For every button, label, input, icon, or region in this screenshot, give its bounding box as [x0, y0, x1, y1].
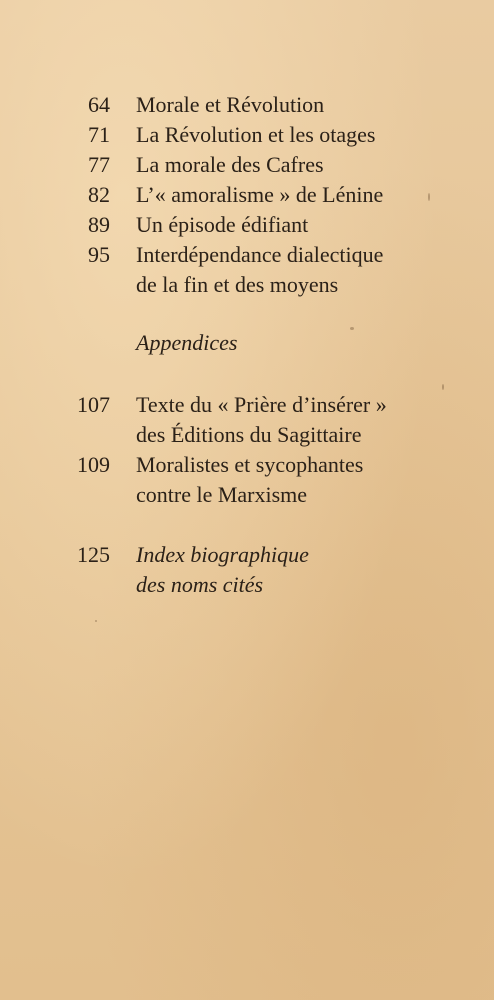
toc-title: Interdépendance dialectique	[136, 242, 384, 267]
toc-page-number: 77	[88, 152, 110, 177]
toc-entry-continuation	[0, 270, 494, 300]
toc-title-continuation: de la fin et des moyens	[136, 272, 339, 297]
toc-entry	[0, 240, 494, 270]
toc-entry	[0, 150, 494, 180]
table-of-contents	[0, 90, 494, 600]
appendices-heading: Appendices	[136, 330, 238, 355]
appendices-heading-row	[0, 328, 494, 358]
toc-title: Index biographique	[136, 542, 309, 567]
toc-page-number: 107	[77, 392, 110, 417]
toc-entry-continuation	[0, 570, 494, 600]
toc-title: Un épisode édifiant	[136, 212, 309, 237]
toc-page-number: 89	[88, 212, 110, 237]
toc-title: La Révolution et les otages	[136, 122, 376, 147]
toc-entry	[0, 180, 494, 210]
toc-page-number: 109	[77, 452, 110, 477]
toc-title: Moralistes et sycophantes	[136, 452, 364, 477]
toc-entry	[0, 120, 494, 150]
toc-page-number: 71	[88, 122, 110, 147]
toc-title-continuation: des noms cités	[136, 572, 264, 597]
toc-entry-continuation	[0, 420, 494, 450]
toc-title: Morale et Révolution	[136, 92, 325, 117]
toc-title: La morale des Cafres	[136, 152, 324, 177]
toc-page-number: 82	[88, 182, 110, 207]
toc-title-continuation: des Éditions du Sagittaire	[136, 422, 362, 447]
toc-entry	[0, 390, 494, 420]
toc-page-number: 64	[88, 92, 110, 117]
toc-entry	[0, 90, 494, 120]
toc-entry	[0, 540, 494, 570]
toc-page-number: 95	[88, 242, 110, 267]
toc-entry	[0, 210, 494, 240]
toc-title: L’« amoralisme » de Lénine	[136, 182, 384, 207]
toc-entry	[0, 450, 494, 480]
paper-speck	[95, 620, 97, 622]
toc-title-continuation: contre le Marxisme	[136, 482, 308, 507]
toc-entry-continuation	[0, 480, 494, 510]
toc-page-number: 125	[77, 542, 110, 567]
toc-title: Texte du « Prière d’insérer »	[136, 392, 387, 417]
